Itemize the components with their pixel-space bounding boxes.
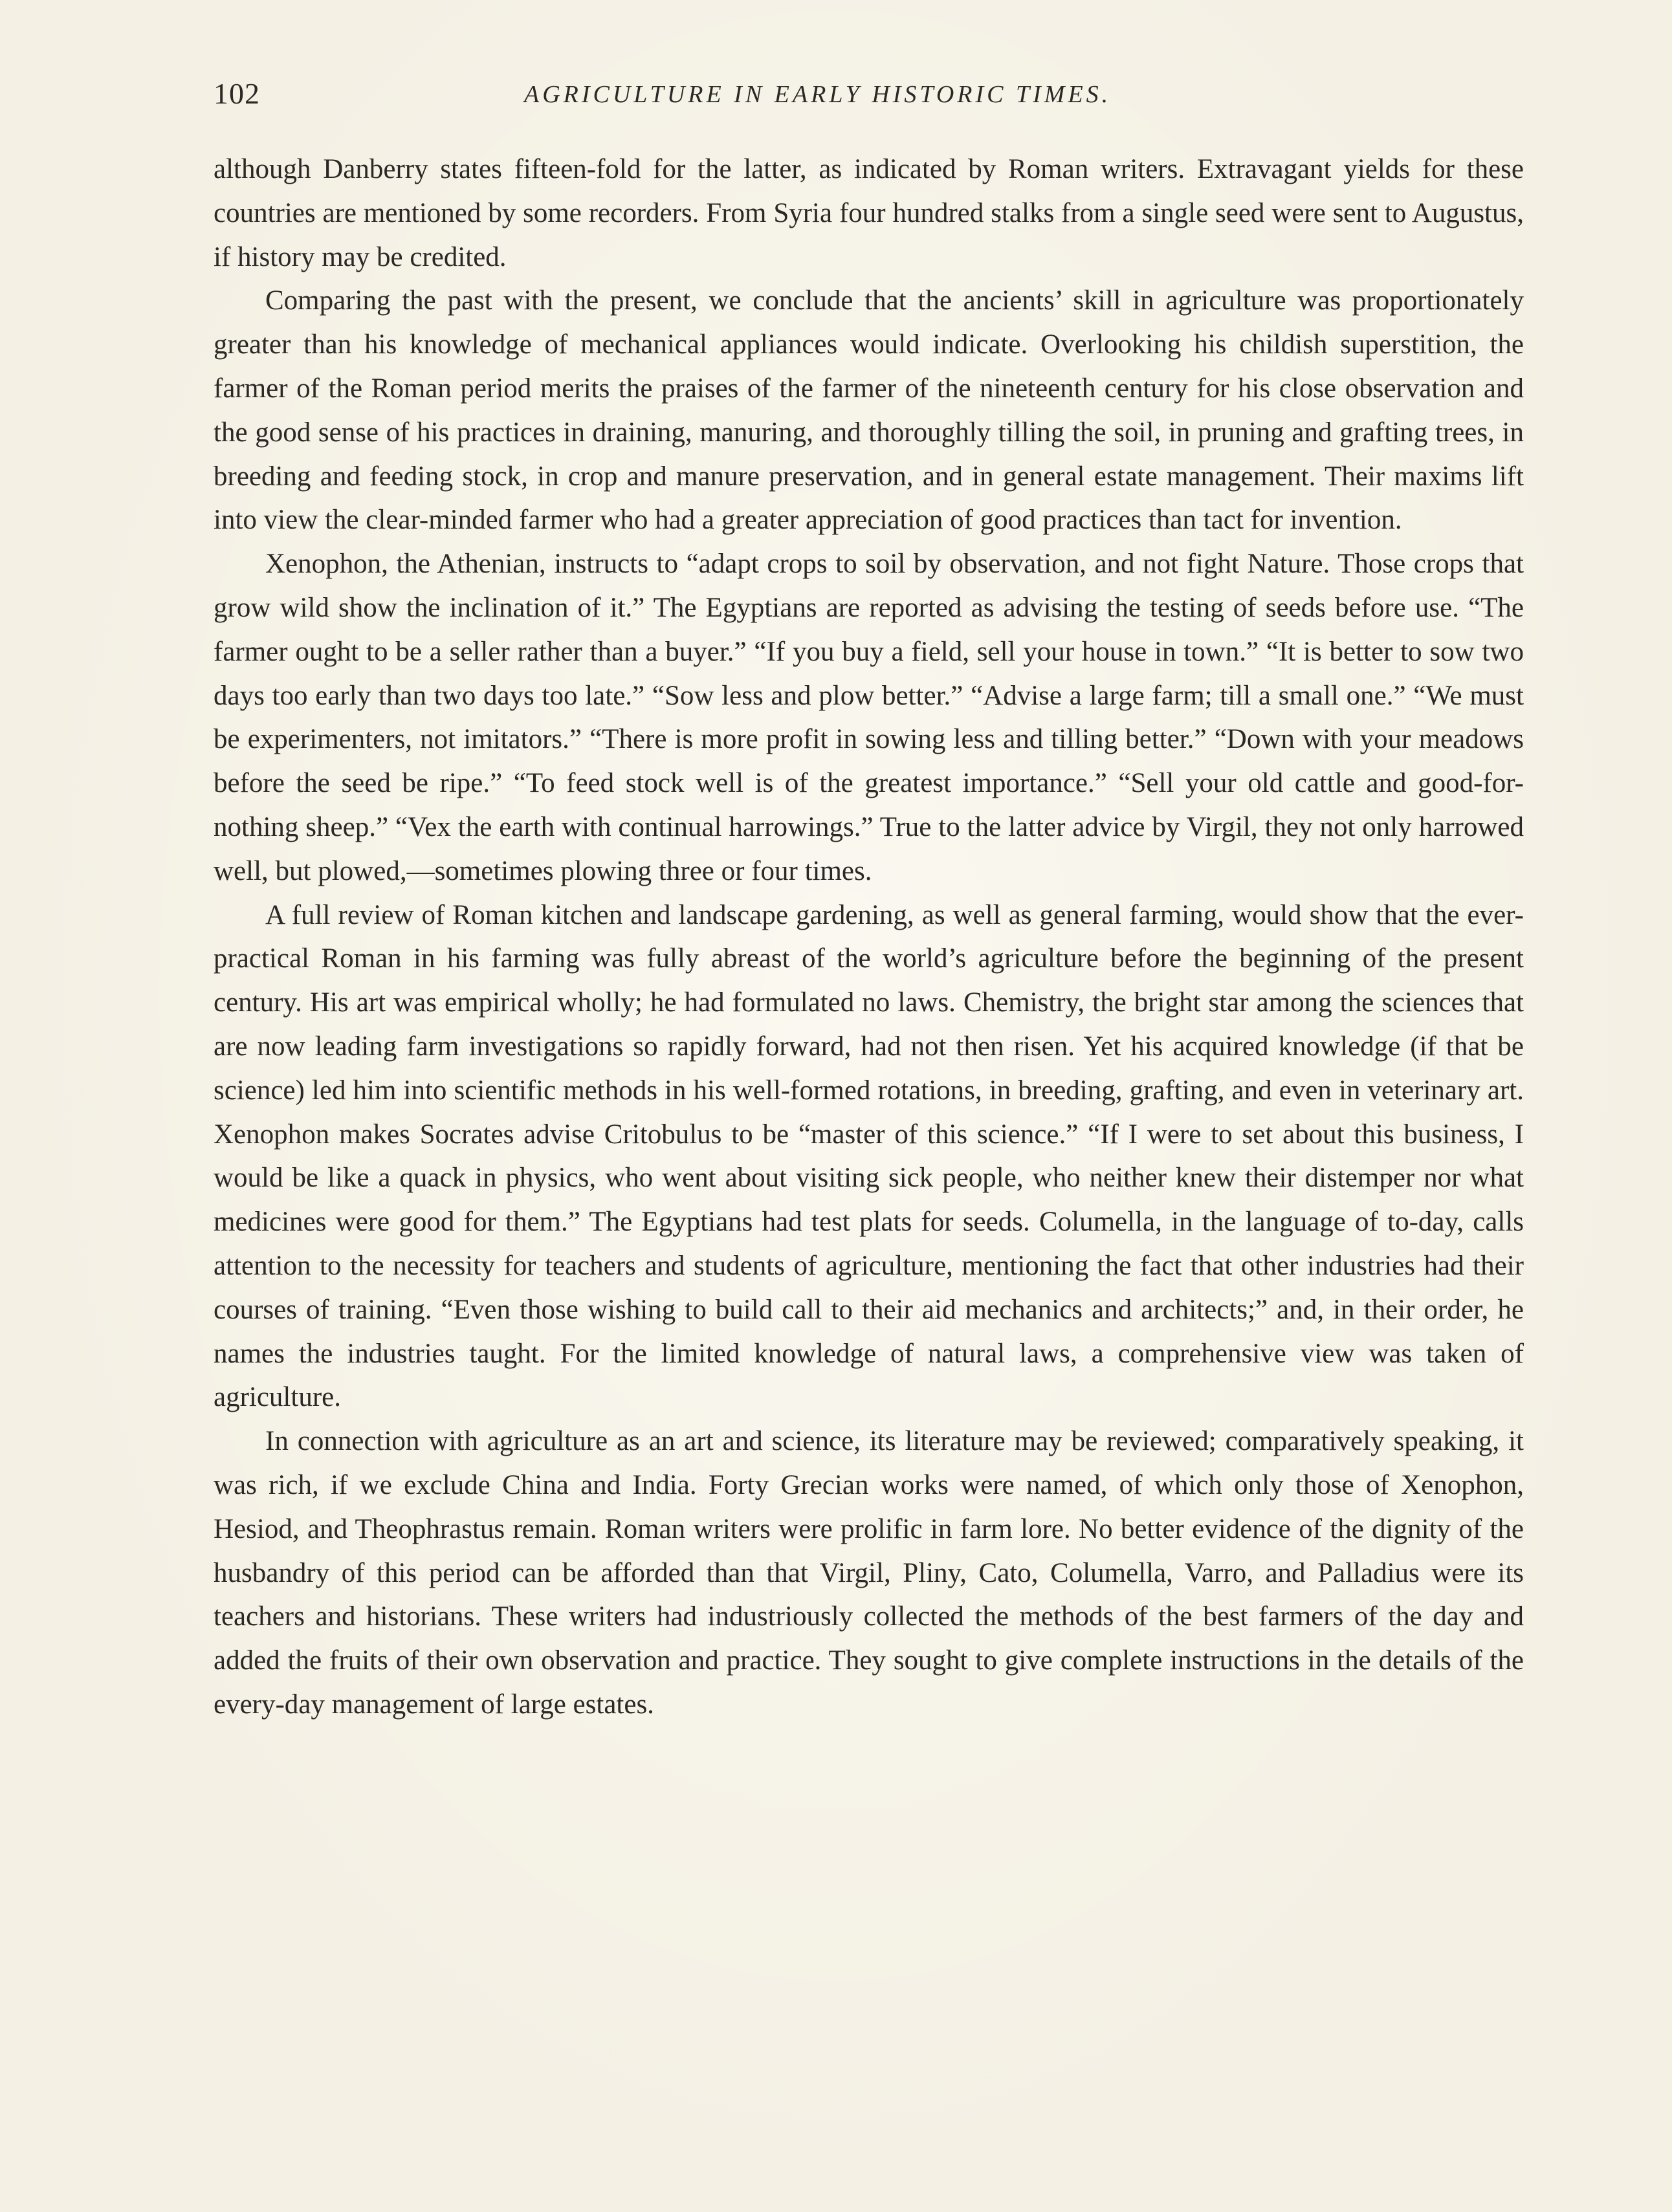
paragraph: although Danberry states fifteen-fold for the latter, as indicated by Roman writers. Extravagant yields for these countries are mentioned by some recorders. From Syria four hundred stalks from a single seed were sent to Augustus, if history may be credited. [214,154,1524,272]
running-title: AGRICULTURE IN EARLY HISTORIC TIMES. [524,81,1112,108]
page-number: 102 [214,77,260,110]
body-text [214,148,1524,1727]
paragraph: In connection with agriculture as an art and science, its literature may be reviewed; comparatively speaking, it was rich, if we exclude China and India. Forty Grecian works were named, of which only those of Xenophon, Hesiod, and Theophrastus remain. Roman writers were prolific in farm lore. No better evidence of the dignity of the husbandry of this period can be afforded than that Virgil, Pliny, Cato, Columella, Varro, and Palladius were its teachers and historians. These writers had industriously collected the methods of the best farmers of the day and added the fruits of their own observation and practice. They sought to give complete instructions in the details of the every-day management of large estates. [214,1426,1524,1720]
paragraph: Comparing the past with the present, we conclude that the ancients’ skill in agriculture was proportionately greater than his knowledge of mechanical appliances would indicate. Overlooking his childish superstition, the farmer of the Roman period merits the praises of the farmer of the nineteenth century for his close observation and the good sense of his practices in draining, manuring, and thoroughly tilling the soil, in pruning and grafting trees, in breeding and feeding stock, in crop and manure preservation, and in general estate management. Their maxims lift into view the clear-minded farmer who had a greater appreciation of good practices than tact for invention. [214,285,1524,536]
running-head [214,76,1527,122]
paragraph: A full review of Roman kitchen and landscape gardening, as well as general farming, would show that the ever-practical Roman in his farming was fully abreast of the world’s agriculture before the beginning of the present century. His art was empirical wholly; he had formulated no laws. Chemistry, the bright star among the sciences that are now leading farm investigations so rapidly forward, had not then risen. Yet his acquired knowledge (if that be science) led him into scientific methods in his well-formed rotations, in breeding, grafting, and even in veterinary art. Xenophon makes Socrates advise Critobulus to be “master of this science.” “If I were to set about this business, I would be like a quack in physics, who went about visiting sick people, who neither knew their distemper nor what medicines were good for them.” The Egyptians had test plats for seeds. Columella, in the language of to-day, calls attention to the necessity for teachers and students of agriculture, mentioning the fact that other industries had their courses of training. “Even those wishing to build call to their aid mechanics and architects;” and, in their order, he names the industries taught. For the limited knowledge of natural laws, a comprehensive view was taken of agriculture. [214,899,1524,1413]
paragraph: Xenophon, the Athenian, instructs to “adapt crops to soil by observation, and not fight Nature. Those crops that grow wild show the inclination of it.” The Egyptians are reported as advising the testing of seeds before use. “The farmer ought to be a seller rather than a buyer.” “If you buy a field, sell your house in town.” “It is better to sow two days too early than two days too late.” “Sow less and plow better.” “Advise a large farm; till a small one.” “We must be experimenters, not imitators.” “There is more profit in sowing less and tilling better.” “Down with your meadows before the seed be ripe.” “To feed stock well is of the greatest importance.” “Sell your old cattle and good-for-nothing sheep.” “Vex the earth with continual harrowings.” True to the latter advice by Virgil, they not only harrowed well, but plowed,—sometimes plowing three or four times. [214,549,1524,886]
